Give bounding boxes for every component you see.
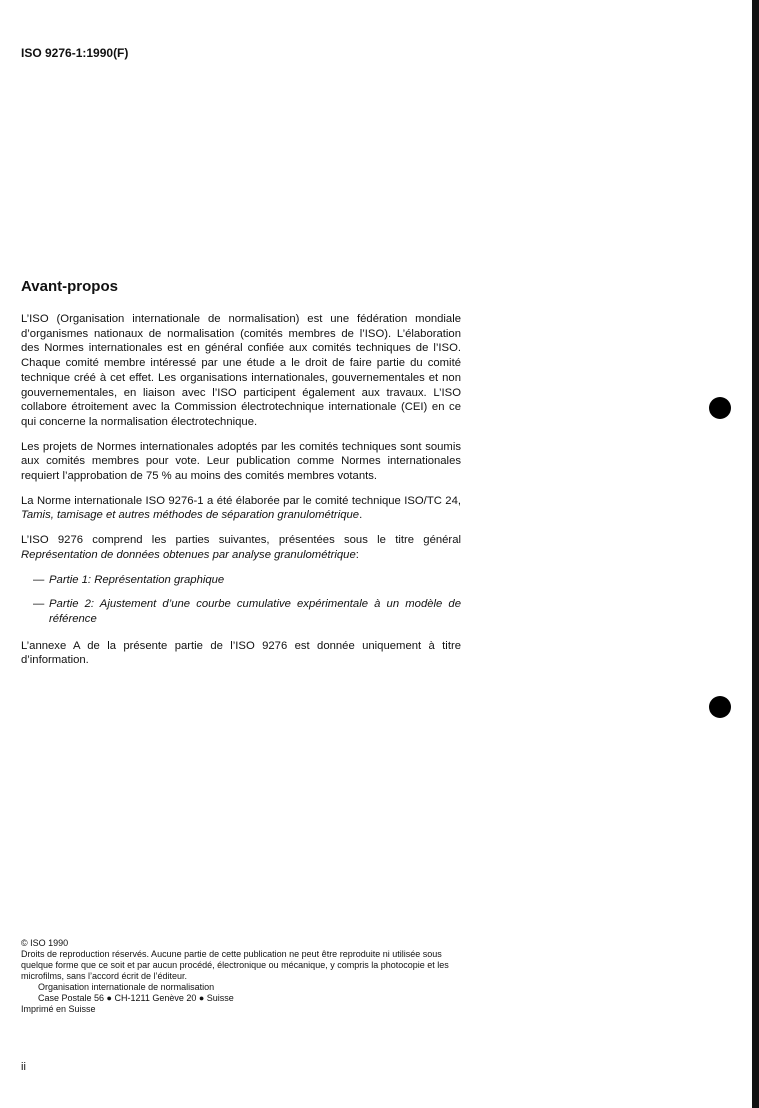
paragraph-committee [21,494,461,523]
binding-hole-dot [709,397,731,419]
list-dash: — [33,573,45,586]
part-1-text: Partie 1: Représentation graphique [49,573,225,586]
page-edge-bar [752,0,759,1108]
parts-intro-text: L’ISO 9276 comprend les parties suivantes, présentées sous le titre général [21,534,461,547]
parts-intro-end: : [355,548,359,561]
list-item [21,573,461,588]
paragraph-annex: L’annexe A de la présente partie de l’ISO 9276 est donnée uniquement à titre d’information. [21,639,461,667]
list-item [21,597,461,626]
foreword-body [21,312,461,668]
copyright-footer [21,938,461,1015]
parts-general-title: Représentation de données obtenues par analyse granulométrique [21,548,356,561]
printed-in: Imprimé en Suisse [21,1004,96,1014]
document-code: ISO 9276-1:1990(F) [21,46,129,60]
organisation-name: Organisation internationale de normalisation [38,982,215,992]
parts-list [21,573,461,627]
postal-address: Case Postale 56 ● CH-1211 Genève 20 ● Suisse [38,993,234,1003]
committee-text: La Norme internationale ISO 9276-1 a été élaborée par le comité technique ISO/TC 24, [21,494,461,507]
committee-end: . [359,509,363,522]
paragraph-approval: Les projets de Normes internationales adoptés par les comités techniques sont soumis aux comités membres pour vote. Leur publication comme Normes internationales requiert l’approbation de 75 % au moins des comités membres votants. [21,440,461,483]
list-dash: — [33,598,45,611]
rights-notice: Droits de reproduction réservés. Aucune partie de cette publication ne peut être reproduite ni utilisée sous quelque forme que ce soit et par aucun procédé, électronique ou mécanique, y compris la photocopie et les microfilms, sans l’accord écrit de l’éditeur. [21,949,449,981]
paragraph-iso-intro: L’ISO (Organisation internationale de normalisation) est une fédération mondiale d’organismes nationaux de normalisation (comités membres de l’ISO). L’élaboration des Normes internationales est en général confiée aux comités techniques de l’ISO. Chaque comité membre intéressé par une étude a le droit de faire partie du comité technique créé à cet effet. Les organisations internationales, gouvernementales et non gouvernementales, en liaison avec l’ISO participent également aux travaux. L’ISO collabore étroitement avec la Commission électrotechnique internationale (CEI) en ce qui concerne la normalisation électrotechnique. [21,313,461,428]
page-title: Avant-propos [21,278,118,295]
part-2-text: Partie 2: Ajustement d’une courbe cumulative expérimentale à un modèle de référence [49,598,461,625]
copyright-line: © ISO 1990 [21,938,69,948]
committee-title: Tamis, tamisage et autres méthodes de séparation granulométrique [21,509,360,522]
binding-hole-dot [709,696,731,718]
paragraph-parts-intro [21,533,461,562]
page-number: ii [21,1061,26,1073]
